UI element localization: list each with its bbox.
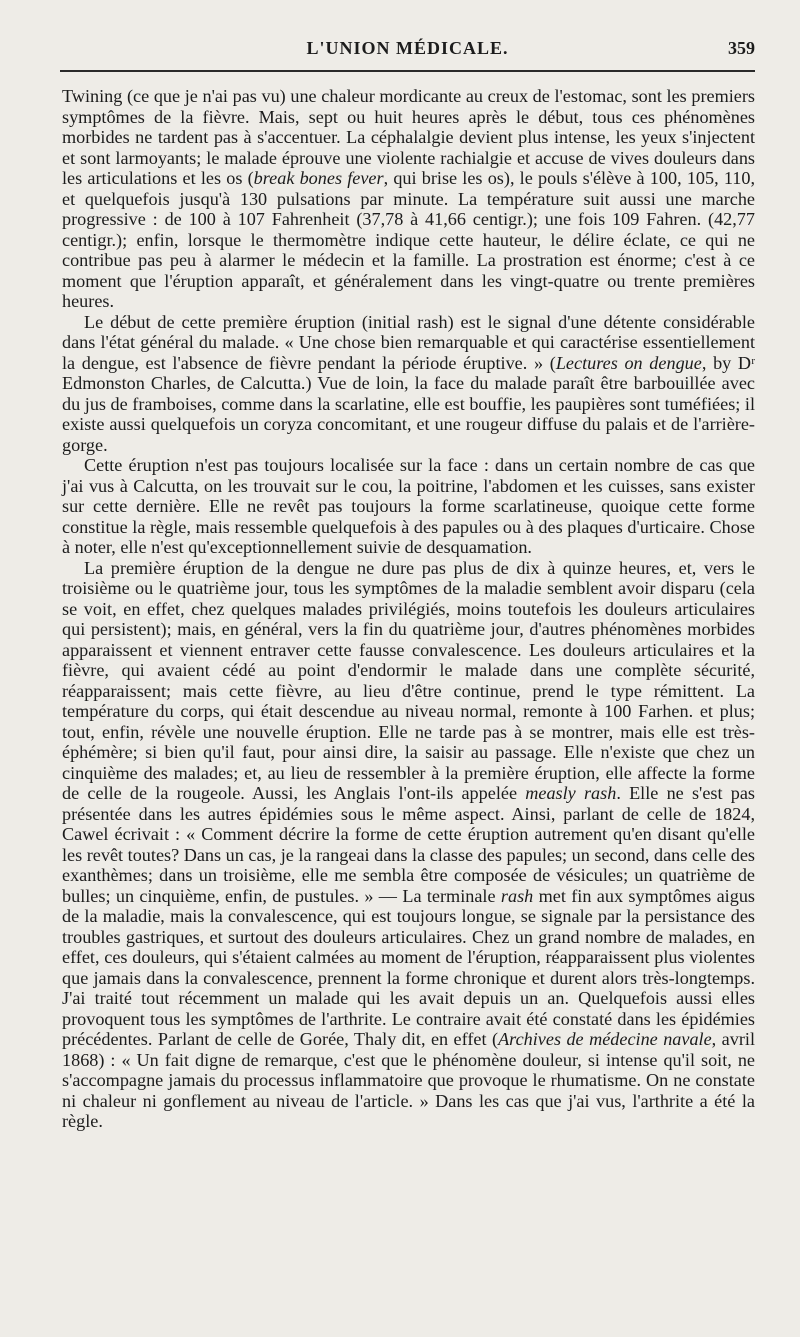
paragraph-3: Cette éruption n'est pas toujours localisée sur la face : dans un certain nombre de cas que j'ai vus à Calcutta, on les trouvait sur le cou, la poitrine, l'abdomen et les cuisses, sans exister sur cette dernière. Elle ne revêt pas toujours la forme scarlatineuse, quoique cette forme constitue la règle, mais ressemble quelquefois à des papules ou à des plaques d'urticaire. Chose à noter, elle n'est qu'exceptionnellement suivie de desquamation. xyxy=(62,455,755,557)
paragraph-4-text-b: . Elle ne s'est pas présentée dans les autres épidémies sous le même aspect. Ainsi, parlant de celle de 1824, Cawel écrivait : « Comment décrire la forme de cette éruption autrement qu'en disant qu'elle les revêt toutes? Dans un cas, je la rangeai dans la classe des papules; un second, dans celle des exanthèmes; dans un troisième, elle me sembla être composée de vésicules; un quatrième de bulles; un cinquième, enfin, de pustules. » — La terminale xyxy=(62,783,755,906)
running-header xyxy=(60,38,755,72)
page-number: 359 xyxy=(728,38,755,58)
paragraph-4-italic-3: Archives de médecine navale xyxy=(498,1029,712,1049)
paragraph-1 xyxy=(62,86,755,312)
paragraph-4-text-c: met fin aux symptômes aigus de la maladie, mais la convalescence, qui est toujours longue, se signale par la persistance des troubles gastriques, et surtout des douleurs articulaires. Chez un grand nombre de malades, en effet, ces douleurs, qui s'étaient calmées au moment de l'éruption, réapparaissent plus violentes que jamais dans la convalescence, prennent la forme chronique et durent alors très-longtemps. J'ai traité tout récemment un malade qui les avait depuis un an. Quelquefois aussi elles provoquent tous les symptômes de l'arthrite. Le contraire avait été constaté dans les épidémies précédentes. Parlant de celle de Gorée, Thaly dit, en effet ( xyxy=(62,885,755,1049)
paragraph-2-italic-1: Lectures on dengue xyxy=(555,352,702,373)
paragraph-2 xyxy=(62,312,755,456)
paragraph-2-text-a: Le début de cette première éruption (initial rash) est le signal d'une détente considérable dans l'état général du malade. « Une chose bien remarquable et qui caractérise essentiellement la dengue, est l'absence de fièvre pendant la période éruptive. » ( xyxy=(62,311,755,373)
journal-title: L'UNION MÉDICALE. xyxy=(306,38,509,58)
paragraph-4-text-d: , avril 1868) : « Un fait digne de remarque, c'est que le phénomène douleur, si intense qu'il soit, ne s'accompagne jamais du processus inflammatoire que provoque le rhumatisme. On ne constate ni chaleur ni gonflement au niveau de l'article. » Dans les cas que j'ai vus, l'arthrite a été la règle. xyxy=(62,1029,755,1131)
paragraph-4-italic-2: rash xyxy=(500,885,534,906)
paragraph-1-italic-1: break bones fever xyxy=(253,168,384,188)
paragraph-1-text-a: Twining (ce que je n'ai pas vu) une chaleur mordicante au creux de l'estomac, sont les premiers symptômes de la fièvre. Mais, sept ou huit heures après le début, tous ces phénomènes morbides ne tardent pas à s'accentuer. La céphalalgie devient plus intense, les yeux s'injectent et sont larmoyants; le malade éprouve une violente rachialgie et accuse de vives douleurs dans les articulations et les os ( xyxy=(62,86,755,188)
paragraph-2-text-b: , by Dʳ Edmonston Charles, de Calcutta.) Vue de loin, la face du malade paraît être barbouillée avec du jus de framboises, comme dans la scarlatine, elle est bouffie, les paupières sont tuméfiées; il existe aussi quelquefois un coryza concomitant, et une rougeur diffuse du palais et de l'arrière-gorge. xyxy=(62,352,756,455)
paragraph-4-italic-1: measly rash xyxy=(525,783,617,803)
article-body xyxy=(62,86,755,1132)
paragraph-4-text-a: La première éruption de la dengue ne dure pas plus de dix à quinze heures, et, vers le troisième ou le quatrième jour, tous les symptômes de la maladie semblent avoir disparu (cela se voit, en effet, chez quelques malades privilégiés, moins toutefois les douleurs articulaires qui persistent); mais, en général, vers la fin du quatrième jour, d'autres phénomènes morbides apparaissent et viennent entraver cette fausse convalescence. Les douleurs articulaires et la fièvre, qui avaient cédé au point d'endormir le malade dans une complète sécurité, réapparaissent; mais cette fièvre, au lieu d'être continue, prend le type rémittent. La température du corps, qui était descendue au niveau normal, remonte à 100 Farhen. et plus; tout, enfin, révèle une nouvelle éruption. Elle ne tarde pas à se montrer, mais elle est très-éphémère; si bien qu'il faut, pour ainsi dire, la saisir au passage. Elle n'existe que chez un cinquième des malades; et, au lieu de ressembler à la première éruption, elle affecte la forme de celle de la rougeole. Aussi, les Anglais l'ont-ils appelée xyxy=(62,557,755,803)
paragraph-4 xyxy=(62,558,755,1132)
paragraph-1-text-b: , qui brise les os), le pouls s'élève à 100, 105, 110, et quelquefois jusqu'à 130 pulsations par minute. La température suit aussi une marche progressive : de 100 à 107 Fahrenheit (37,78 à 41,66 centigr.); une fois 109 Fahren. (42,77 centigr.); enfin, lorsque le thermomètre indique cette hauteur, le délire éclate, ce qui ne contribue pas peu à alarmer le médecin et la famille. La prostration est énorme; c'est à ce moment que l'éruption apparaît, et généralement dans les vingt-quatre ou trente premières heures. xyxy=(62,168,756,311)
